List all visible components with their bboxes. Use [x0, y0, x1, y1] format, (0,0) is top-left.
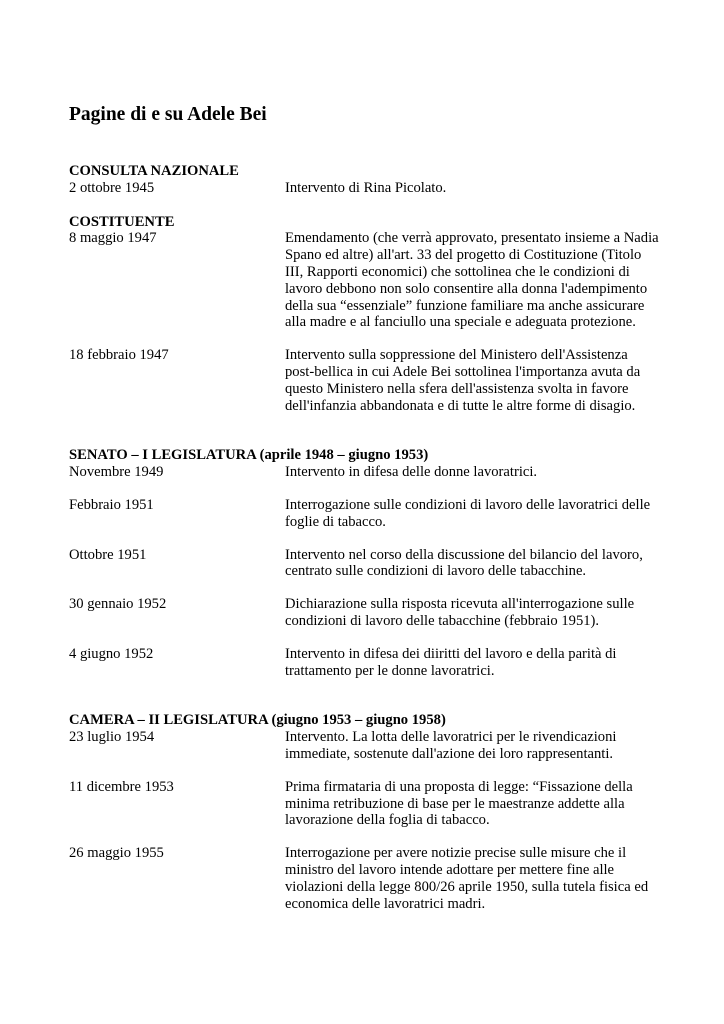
- entry-text: Intervento nel corso della discussione del bilancio del lavoro, centrato sulle condizioni di lavoro delle tabacchine.: [285, 546, 643, 580]
- entry-date: 4 giugno 1952: [69, 645, 154, 662]
- entry: [69, 547, 659, 581]
- entry-date: 2 ottobre 1945: [69, 179, 155, 196]
- entry: [69, 729, 659, 763]
- entry-text: Intervento in difesa dei diiritti del lavoro e della parità di trattamento per le donne lavoratrici.: [285, 645, 617, 679]
- entry: [69, 779, 659, 829]
- section-senato-i-legislatura: [69, 447, 659, 679]
- entry-date: 23 luglio 1954: [69, 729, 155, 746]
- entry-date: 26 maggio 1955: [69, 845, 164, 862]
- entry: [69, 497, 659, 531]
- entry-text: Emendamento (che verrà approvato, presentato insieme a Nadia Spano ed altre) all'art. 33 del progetto di Costituzione (Titolo III, Rapporti economici) che sottolinea che le condizioni di lavoro debbono non solo consentire alla donna l'adempimento della sua “essenziale” funzione familiare ma anche assicurare alla madre e al fanciullo una speciale e adeguata protezione.: [285, 230, 659, 331]
- entry-text: Intervento di Rina Picolato.: [285, 179, 447, 196]
- entry: [69, 845, 659, 912]
- entry-text: Interrogazione sulle condizioni di lavoro delle lavoratrici delle foglie di tabacco.: [285, 496, 651, 530]
- document-title: Pagine di e su Adele Bei: [69, 104, 267, 125]
- section-heading: SENATO – I LEGISLATURA (aprile 1948 – giugno 1953): [69, 447, 429, 464]
- entry-date: 8 maggio 1947: [69, 230, 157, 247]
- entry: [69, 464, 659, 481]
- entry-date: Ottobre 1951: [69, 546, 147, 563]
- entry-date: 11 dicembre 1953: [69, 778, 174, 795]
- entry: [69, 180, 659, 197]
- entry: [69, 596, 659, 630]
- entry-text: Intervento in difesa delle donne lavoratrici.: [285, 464, 538, 481]
- section-camera-ii-legislatura: [69, 712, 659, 912]
- entry-text: Intervento. La lotta delle lavoratrici per le rivendicazioni immediate, sostenute dall'azione dei loro rappresentanti.: [285, 729, 617, 762]
- entry-date: 30 gennaio 1952: [69, 596, 167, 613]
- entry: [69, 347, 659, 414]
- section-heading: CONSULTA NAZIONALE: [69, 163, 239, 179]
- entry-text: Prima firmataria di una proposta di legge: “Fissazione della minima retribuzione di base per le maestranze addette alla lavorazione della foglia di tabacco.: [285, 778, 633, 829]
- entry-date: 18 febbraio 1947: [69, 347, 169, 364]
- document-page: [69, 104, 659, 912]
- entry-text: Dichiarazione sulla risposta ricevuta all'interrogazione sulle condizioni di lavoro delle tabacchine (febbraio 1951).: [285, 596, 635, 629]
- entry-text: Interrogazione per avere notizie precise sulle misure che il ministro del lavoro intende adottare per mettere fine alle violazioni della legge 800/26 aprile 1950, sulla tutela fisica ed economica delle lavoratrici madri.: [285, 845, 649, 912]
- entry: [69, 646, 659, 680]
- entry-date: Novembre 1949: [69, 464, 164, 481]
- entry: [69, 230, 659, 331]
- entry-date: Febbraio 1951: [69, 496, 154, 513]
- entry-text: Intervento sulla soppressione del Ministero dell'Assistenza post-bellica in cui Adele Bei sottolinea l'importanza avuta da questo Ministero nella sfera dell'assistenza svolta in favore dell'infanzia abbandonata e di tutte le altre forme di disagio.: [285, 347, 641, 414]
- section-heading: CAMERA – II LEGISLATURA (giugno 1953 – giugno 1958): [69, 712, 446, 729]
- section-heading: COSTITUENTE: [69, 213, 175, 230]
- section-costituente: [69, 214, 659, 415]
- section-consulta-nazionale: [69, 163, 659, 197]
